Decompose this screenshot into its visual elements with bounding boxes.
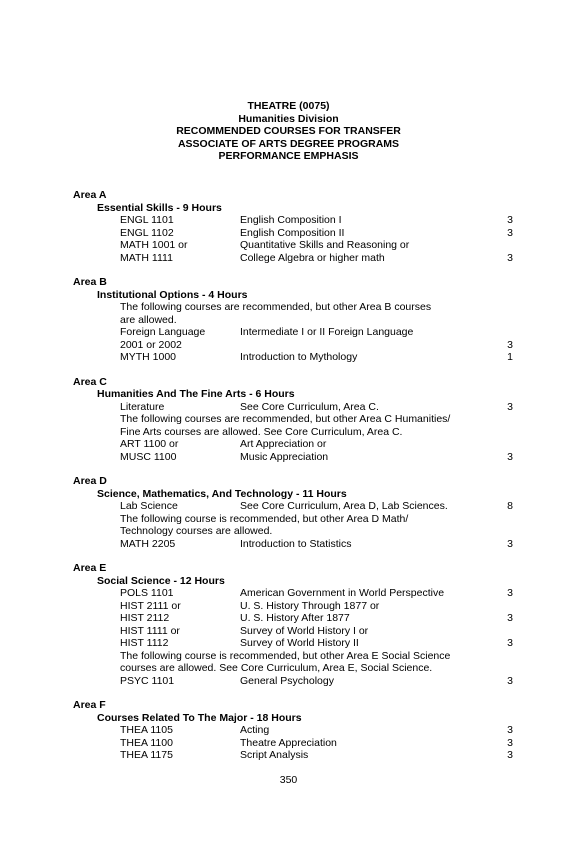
course-hours: 3 <box>507 612 513 624</box>
course-row <box>73 326 513 339</box>
course-title: Quantitative Skills and Reasoning or <box>240 239 410 251</box>
course-title: See Core Curriculum, Area D, Lab Sciences. <box>240 500 448 512</box>
emphasis-heading: PERFORMANCE EMPHASIS <box>218 150 359 162</box>
course-hours: 3 <box>507 736 513 749</box>
section-title: Courses Related To The Major - 18 Hours <box>97 711 302 724</box>
course-row <box>73 252 513 265</box>
course-row <box>73 500 513 513</box>
course-row <box>73 538 513 551</box>
course-hours: 3 <box>507 214 513 226</box>
course-title: Script Analysis <box>240 749 309 761</box>
area-title: Area E <box>73 562 107 574</box>
area-note: are allowed. <box>120 313 177 326</box>
course-code: Lab Science <box>120 500 178 512</box>
course-row <box>73 351 513 364</box>
area-c <box>73 376 513 464</box>
course-row <box>73 339 513 352</box>
area-d <box>73 475 513 550</box>
course-code: Literature <box>120 400 165 413</box>
program-title: THEATRE (0075) <box>247 100 330 112</box>
course-hours: 3 <box>507 450 513 463</box>
course-row <box>73 451 513 464</box>
course-code: 2001 or 2002 <box>120 338 182 351</box>
course-row <box>73 227 513 240</box>
course-title: Introduction to Mythology <box>240 351 358 363</box>
page-number: 350 <box>279 774 298 786</box>
course-code: THEA 1100 <box>120 736 173 749</box>
course-row <box>73 587 513 600</box>
course-title: See Core Curriculum, Area C. <box>240 400 379 413</box>
area-title: Area D <box>73 475 107 487</box>
section-title: Social Science - 12 Hours <box>97 574 225 587</box>
course-row <box>73 612 513 625</box>
area-note: The following courses are recommended, but other Area B courses <box>120 301 432 313</box>
course-hours: 3 <box>507 637 513 649</box>
section-title: Essential Skills - 9 Hours <box>97 201 222 214</box>
area-b <box>73 276 513 364</box>
course-code: HIST 2112 <box>120 612 170 624</box>
area-f <box>73 699 513 762</box>
course-hours: 3 <box>507 338 513 351</box>
course-hours: 3 <box>507 749 513 761</box>
course-title: U. S. History Through 1877 or <box>240 599 380 612</box>
course-row <box>73 724 513 737</box>
course-hours: 3 <box>507 587 513 599</box>
area-title: Area A <box>73 189 107 201</box>
course-code: ART 1100 or <box>120 438 179 450</box>
course-code: PSYC 1101 <box>120 674 175 687</box>
course-title: Survey of World History II <box>240 637 359 649</box>
course-title: Acting <box>240 724 270 736</box>
course-row <box>73 214 513 227</box>
course-title: Theatre Appreciation <box>240 736 337 749</box>
course-row <box>73 625 513 638</box>
area-title: Area C <box>73 375 107 388</box>
course-row <box>73 675 513 688</box>
course-title: Introduction to Statistics <box>240 537 352 550</box>
course-listing <box>73 189 513 774</box>
course-hours: 3 <box>507 226 513 239</box>
course-code: MYTH 1000 <box>120 351 177 363</box>
area-note: Fine Arts courses are allowed. See Core Curriculum, Area C. <box>120 425 403 438</box>
section-title: Institutional Options - 4 Hours <box>97 288 248 301</box>
area-note: The following course is recommended, but other Area D Math/ <box>120 512 409 525</box>
course-title: American Government in World Perspective <box>240 587 445 599</box>
section-title: Science, Mathematics, And Technology - 11 Hours <box>97 487 347 500</box>
course-code: THEA 1175 <box>120 749 173 761</box>
course-code: HIST 1112 <box>120 637 169 649</box>
course-code: Foreign Language <box>120 326 206 338</box>
course-row <box>73 239 513 252</box>
course-row <box>73 737 513 750</box>
document-heading: RECOMMENDED COURSES FOR TRANSFER <box>176 125 401 137</box>
course-code: MATH 1111 <box>120 251 173 264</box>
course-code: THEA 1105 <box>120 724 173 736</box>
course-code: MUSC 1100 <box>120 450 177 463</box>
course-code: ENGL 1102 <box>120 226 174 239</box>
course-hours: 3 <box>507 674 513 687</box>
course-code: ENGL 1101 <box>120 214 174 226</box>
course-hours: 3 <box>507 400 513 413</box>
course-title: Survey of World History I or <box>240 624 369 637</box>
course-code: HIST 1111 or <box>120 624 180 637</box>
course-row <box>73 401 513 414</box>
area-e <box>73 562 513 687</box>
area-note: Technology courses are allowed. <box>120 525 273 537</box>
course-title: Music Appreciation <box>240 450 329 463</box>
area-a <box>73 189 513 264</box>
area-note: The following course is recommended, but other Area E Social Science <box>120 649 451 662</box>
course-row <box>73 637 513 650</box>
course-hours: 1 <box>507 351 513 363</box>
course-title: Art Appreciation or <box>240 438 327 450</box>
division-name: Humanities Division <box>238 112 339 125</box>
course-code: POLS 1101 <box>120 587 174 599</box>
course-hours: 8 <box>507 500 513 512</box>
course-title: College Algebra or higher math <box>240 251 385 264</box>
degree-program-heading: ASSOCIATE OF ARTS DEGREE PROGRAMS <box>177 137 400 150</box>
section-title: Humanities And The Fine Arts - 6 Hours <box>97 388 295 400</box>
course-title: U. S. History After 1877 <box>240 612 350 624</box>
course-row <box>73 600 513 613</box>
course-hours: 3 <box>507 537 513 550</box>
course-code: MATH 2205 <box>120 537 176 550</box>
course-title: English Composition I <box>240 214 342 226</box>
course-code: HIST 2111 or <box>120 599 181 612</box>
course-code: MATH 1001 or <box>120 239 188 251</box>
course-hours: 3 <box>507 724 513 736</box>
course-row <box>73 438 513 451</box>
course-hours: 3 <box>507 251 513 264</box>
course-row <box>73 749 513 762</box>
course-title: Intermediate I or II Foreign Language <box>240 326 414 338</box>
area-note: courses are allowed. See Core Curriculum, Area E, Social Science. <box>120 662 433 674</box>
area-note: The following courses are recommended, but other Area C Humanities/ <box>120 413 451 425</box>
course-title: General Psychology <box>240 674 334 687</box>
document-header <box>0 100 577 163</box>
area-title: Area F <box>73 699 106 711</box>
course-title: English Composition II <box>240 226 345 239</box>
area-title: Area B <box>73 276 107 288</box>
